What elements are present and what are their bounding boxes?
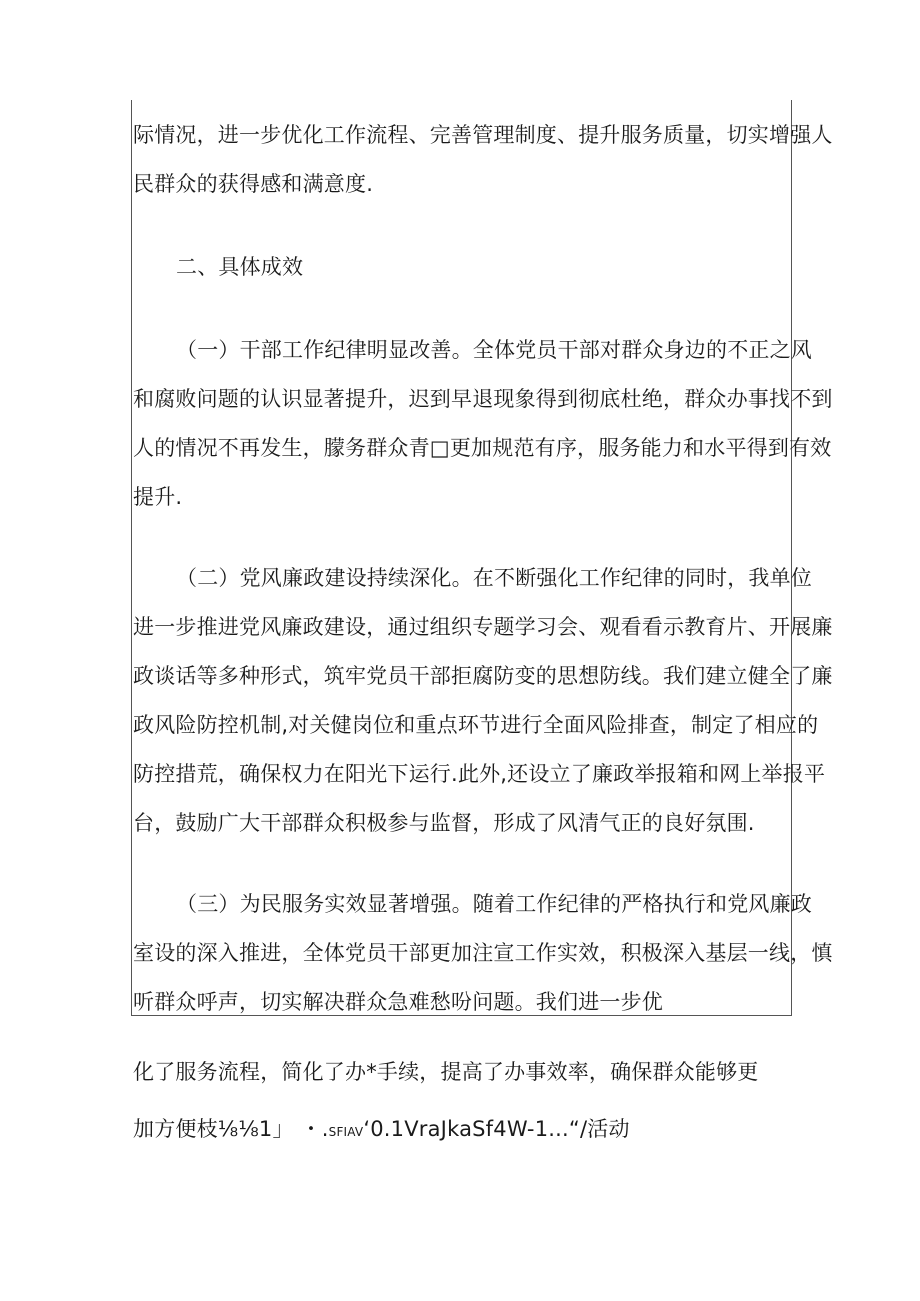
text-line: 人的情况不再发生，朦务群众青□更加规范有序，服务能力和水平得到有效 xyxy=(133,436,832,460)
garbled-text-line xyxy=(133,1116,630,1145)
text-line: 际情况，进一步优化工作流程、完善管理制度、提升服务质量，切实增强人 xyxy=(133,123,833,147)
text-line: 提升. xyxy=(133,485,183,509)
text-line: 台，鼓励广大干部群众积极参与监督，形成了风清气正的良好氛围. xyxy=(133,811,755,835)
paragraph-start: （一）干部工作纪律明显改善。全体党员干部对群众身边的不正之风 xyxy=(176,338,812,362)
text-line: 听群众呼声，切实解决群众急难愁吩问题。我们进一步优 xyxy=(133,990,663,1014)
text-line: 政谈话等多种形式，筑牢党员干部拒腐防变的思想防线。我们建立健全了廉 xyxy=(133,664,833,688)
text-line: 防控措荒，确保权力在阳光下运行.此外,还设立了廉政举报箱和网上举报平 xyxy=(133,762,826,786)
section-heading: 二、具体成效 xyxy=(176,255,304,279)
text-line: 政风险防控机制,对关健岗位和重点环节进行全面风险排查，制定了相应的 xyxy=(133,713,819,737)
garbled-prefix: 加方便枝⅛⅛1」 ・. xyxy=(133,1117,329,1141)
text-line: 民群众的获得感和满意度. xyxy=(133,172,374,196)
text-line: 室设的深入推进，全体党员干部更加注宣工作实效，积极深入基层一线，慎 xyxy=(133,941,833,965)
garbled-small: SFIAV xyxy=(328,1125,364,1139)
paragraph-start: （二）党风廉政建设持续深化。在不断强化工作纪律的同时，我单位 xyxy=(176,566,812,590)
paragraph-start: （三）为民服务实效显著增强。随着工作纪律的严格执行和党风廉政 xyxy=(176,892,812,916)
text-line: 和腐败问题的认识显著提升，迟到早退现象得到彻底杜绝，群众办事找不到 xyxy=(133,387,833,411)
text-line: 化了服务流程，简化了办*手续，提高了办事效率，确保群众能够更 xyxy=(133,1060,759,1084)
garbled-suffix: ‘0.1VraJkaSf4W-1...“/活动 xyxy=(363,1117,630,1141)
text-line: 进一步推进党风廉政建设，通过组织专题学习会、观看看示教育片、开展廉 xyxy=(133,615,833,639)
document-frame xyxy=(131,100,792,1016)
